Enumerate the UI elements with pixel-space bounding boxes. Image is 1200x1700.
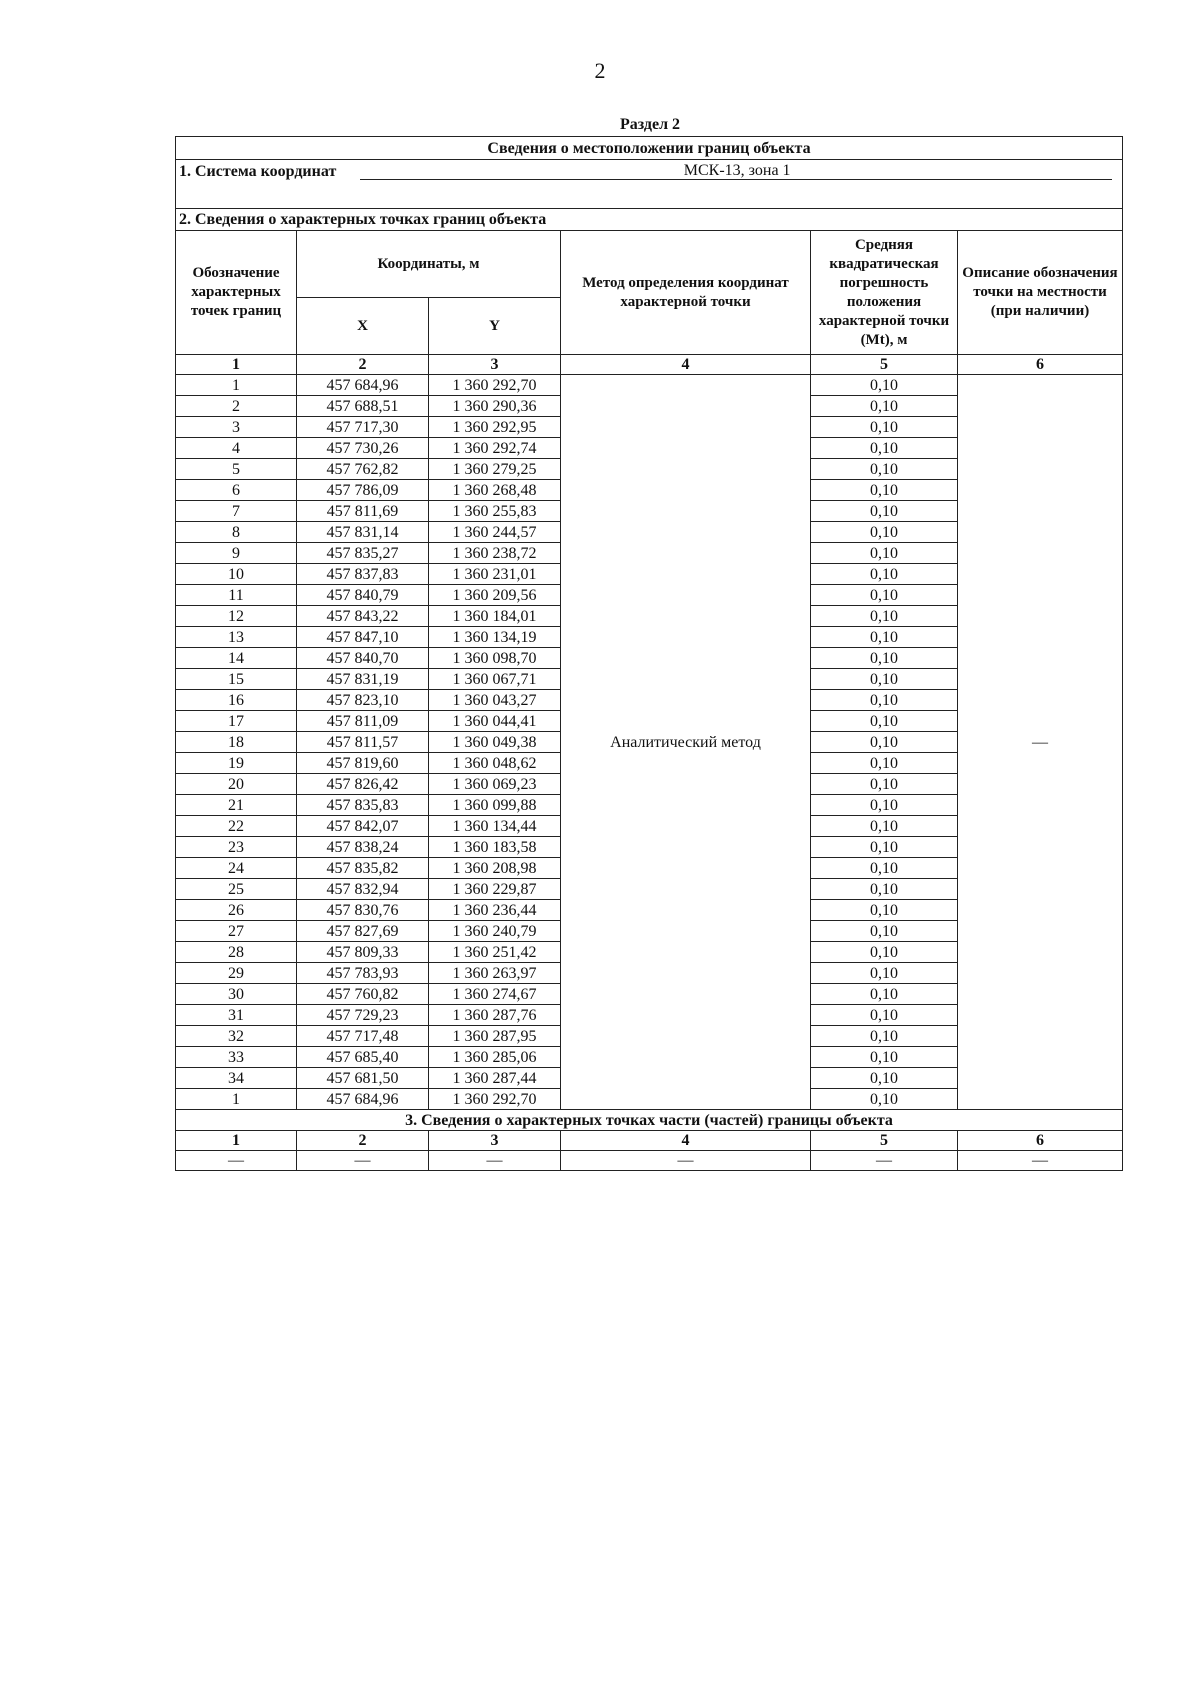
coord-x: 457 730,26 [297,438,429,459]
coord-y: 1 360 048,62 [429,753,561,774]
parts-column-number: 4 [561,1131,811,1151]
coord-y: 1 360 043,27 [429,690,561,711]
accuracy-value: 0,10 [811,1089,958,1110]
point-number: 19 [176,753,297,774]
accuracy-value: 0,10 [811,690,958,711]
parts-empty-cell: — [561,1151,811,1171]
accuracy-value: 0,10 [811,522,958,543]
coord-x: 457 685,40 [297,1047,429,1068]
coord-x: 457 811,69 [297,501,429,522]
point-number: 30 [176,984,297,1005]
method-cell: Аналитический метод [561,375,811,1110]
parts-section-title: 3. Сведения о характерных точках части (частей) границы объекта [176,1110,1123,1131]
accuracy-value: 0,10 [811,900,958,921]
coord-y: 1 360 292,70 [429,375,561,396]
column-number: 1 [176,355,297,375]
coord-x: 457 823,10 [297,690,429,711]
point-number: 17 [176,711,297,732]
point-number: 23 [176,837,297,858]
coord-x: 457 835,27 [297,543,429,564]
coord-y: 1 360 292,74 [429,438,561,459]
accuracy-value: 0,10 [811,438,958,459]
header-accuracy: Средняя квадратическая погрешность положения характерной точки (Mt), м [811,231,958,355]
accuracy-value: 0,10 [811,837,958,858]
parts-empty-cell: — [297,1151,429,1171]
point-number: 3 [176,417,297,438]
coord-system-cell [176,160,1123,209]
parts-empty-cell: — [429,1151,561,1171]
coord-x: 457 835,82 [297,858,429,879]
coord-y: 1 360 292,70 [429,1089,561,1110]
point-number: 31 [176,1005,297,1026]
coord-y: 1 360 099,88 [429,795,561,816]
coord-y: 1 360 231,01 [429,564,561,585]
coord-x: 457 809,33 [297,942,429,963]
coord-y: 1 360 290,36 [429,396,561,417]
accuracy-value: 0,10 [811,396,958,417]
coord-x: 457 832,94 [297,879,429,900]
accuracy-value: 0,10 [811,1026,958,1047]
accuracy-value: 0,10 [811,543,958,564]
coord-y: 1 360 268,48 [429,480,561,501]
accuracy-value: 0,10 [811,459,958,480]
accuracy-value: 0,10 [811,1047,958,1068]
point-number: 16 [176,690,297,711]
point-number: 13 [176,627,297,648]
coord-y: 1 360 244,57 [429,522,561,543]
coord-x: 457 831,14 [297,522,429,543]
section-label: Раздел 2 [619,116,681,133]
point-number: 22 [176,816,297,837]
header-point: Обозначение характерных точек границ [176,231,297,355]
accuracy-value: 0,10 [811,1068,958,1089]
coord-x: 457 760,82 [297,984,429,1005]
point-number: 18 [176,732,297,753]
coord-y: 1 360 285,06 [429,1047,561,1068]
point-number: 1 [176,375,297,396]
coord-y: 1 360 279,25 [429,459,561,480]
point-number: 21 [176,795,297,816]
coord-y: 1 360 134,44 [429,816,561,837]
point-number: 2 [176,396,297,417]
coord-x: 457 843,22 [297,606,429,627]
coord-y: 1 360 049,38 [429,732,561,753]
accuracy-value: 0,10 [811,879,958,900]
column-number: 5 [811,355,958,375]
point-number: 34 [176,1068,297,1089]
coord-x: 457 729,23 [297,1005,429,1026]
accuracy-value: 0,10 [811,669,958,690]
coord-system-label: 1. Система координат [179,162,337,180]
column-numbers-row [176,355,1123,375]
parts-column-number: 5 [811,1131,958,1151]
coord-x: 457 811,09 [297,711,429,732]
boundary-table-container [175,136,1122,1171]
coord-y: 1 360 183,58 [429,837,561,858]
point-number: 11 [176,585,297,606]
description-cell: — [958,375,1123,1110]
coord-x: 457 819,60 [297,753,429,774]
point-number: 5 [176,459,297,480]
column-number: 6 [958,355,1123,375]
accuracy-value: 0,10 [811,585,958,606]
coord-x: 457 842,07 [297,816,429,837]
parts-column-number: 3 [429,1131,561,1151]
coord-y: 1 360 209,56 [429,585,561,606]
coord-x: 457 811,57 [297,732,429,753]
accuracy-value: 0,10 [811,648,958,669]
coord-x: 457 681,50 [297,1068,429,1089]
coord-x: 457 826,42 [297,774,429,795]
column-number: 4 [561,355,811,375]
coord-y: 1 360 292,95 [429,417,561,438]
table-title: Сведения о местоположении границ объекта [176,137,1123,160]
point-number: 33 [176,1047,297,1068]
point-number: 27 [176,921,297,942]
coord-y: 1 360 263,97 [429,963,561,984]
table-row [176,375,1123,396]
page-number: 2 [594,58,606,83]
coord-x: 457 831,19 [297,669,429,690]
accuracy-value: 0,10 [811,606,958,627]
accuracy-value: 0,10 [811,375,958,396]
coord-y: 1 360 287,95 [429,1026,561,1047]
point-number: 25 [176,879,297,900]
accuracy-value: 0,10 [811,417,958,438]
accuracy-value: 0,10 [811,627,958,648]
coord-x: 457 717,48 [297,1026,429,1047]
point-number: 4 [176,438,297,459]
header-description: Описание обозначения точки на местности (при наличии) [958,231,1123,355]
coord-y: 1 360 238,72 [429,543,561,564]
coord-y: 1 360 044,41 [429,711,561,732]
header-y: Y [429,298,561,355]
parts-empty-cell: — [176,1151,297,1171]
coord-y: 1 360 255,83 [429,501,561,522]
coord-y: 1 360 240,79 [429,921,561,942]
parts-empty-cell: — [958,1151,1123,1171]
parts-column-number: 2 [297,1131,429,1151]
coord-x: 457 786,09 [297,480,429,501]
point-number: 15 [176,669,297,690]
accuracy-value: 0,10 [811,501,958,522]
accuracy-value: 0,10 [811,564,958,585]
coord-x: 457 835,83 [297,795,429,816]
column-number: 3 [429,355,561,375]
accuracy-value: 0,10 [811,816,958,837]
accuracy-value: 0,10 [811,774,958,795]
coord-x: 457 688,51 [297,396,429,417]
accuracy-value: 0,10 [811,921,958,942]
coord-x: 457 838,24 [297,837,429,858]
column-number: 2 [297,355,429,375]
coord-y: 1 360 208,98 [429,858,561,879]
coord-y: 1 360 251,42 [429,942,561,963]
coord-x: 457 684,96 [297,375,429,396]
coord-y: 1 360 274,67 [429,984,561,1005]
accuracy-value: 0,10 [811,858,958,879]
coord-x: 457 827,69 [297,921,429,942]
coord-x: 457 847,10 [297,627,429,648]
coord-system-value: МСК-13, зона 1 [360,162,1112,180]
accuracy-value: 0,10 [811,963,958,984]
points-section-title: 2. Сведения о характерных точках границ объекта [176,209,1123,231]
parts-empty-row [176,1151,1123,1171]
header-x: X [297,298,429,355]
header-coords: Координаты, м [297,231,561,298]
point-number: 29 [176,963,297,984]
coord-x: 457 684,96 [297,1089,429,1110]
accuracy-value: 0,10 [811,732,958,753]
accuracy-value: 0,10 [811,984,958,1005]
coord-y: 1 360 067,71 [429,669,561,690]
point-number: 26 [176,900,297,921]
coord-y: 1 360 236,44 [429,900,561,921]
accuracy-value: 0,10 [811,795,958,816]
point-number: 7 [176,501,297,522]
accuracy-value: 0,10 [811,480,958,501]
point-number: 10 [176,564,297,585]
accuracy-value: 0,10 [811,942,958,963]
point-number: 9 [176,543,297,564]
point-number: 6 [176,480,297,501]
point-number: 8 [176,522,297,543]
coord-y: 1 360 287,44 [429,1068,561,1089]
coord-x: 457 837,83 [297,564,429,585]
accuracy-value: 0,10 [811,1005,958,1026]
coord-y: 1 360 229,87 [429,879,561,900]
coord-y: 1 360 287,76 [429,1005,561,1026]
coord-x: 457 717,30 [297,417,429,438]
coord-x: 457 783,93 [297,963,429,984]
parts-empty-cell: — [811,1151,958,1171]
accuracy-value: 0,10 [811,753,958,774]
coord-x: 457 840,70 [297,648,429,669]
coord-x: 457 762,82 [297,459,429,480]
coord-x: 457 840,79 [297,585,429,606]
point-number: 32 [176,1026,297,1047]
point-number: 1 [176,1089,297,1110]
point-number: 14 [176,648,297,669]
header-method: Метод определения координат характерной точки [561,231,811,355]
parts-column-number: 1 [176,1131,297,1151]
point-number: 28 [176,942,297,963]
point-number: 20 [176,774,297,795]
parts-column-number: 6 [958,1131,1123,1151]
coord-y: 1 360 184,01 [429,606,561,627]
parts-column-numbers-row [176,1131,1123,1151]
point-number: 12 [176,606,297,627]
accuracy-value: 0,10 [811,711,958,732]
boundary-table [175,136,1123,1171]
coord-y: 1 360 098,70 [429,648,561,669]
coord-x: 457 830,76 [297,900,429,921]
coord-y: 1 360 134,19 [429,627,561,648]
coord-y: 1 360 069,23 [429,774,561,795]
point-number: 24 [176,858,297,879]
